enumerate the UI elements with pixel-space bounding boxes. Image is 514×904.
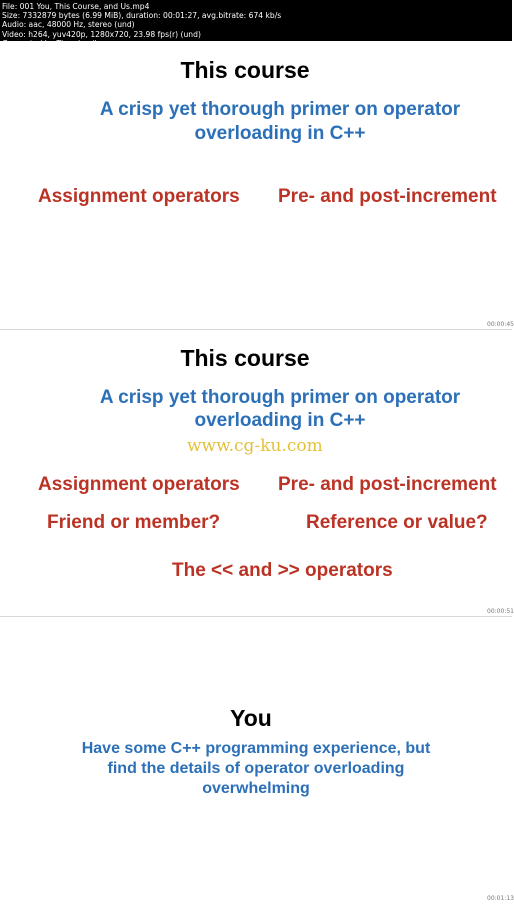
frame1-item-increment: Pre- and post-increment xyxy=(278,186,497,207)
metadata-video-line: Video: h264, yuv420p, 1280x720, 23.98 fps(r) (und) xyxy=(2,29,201,39)
frame2-item-friend: Friend or member? xyxy=(47,512,221,533)
frame2-timestamp: 00:00:51 xyxy=(487,608,514,615)
video-frame-2 xyxy=(0,330,512,616)
frame3-line1: Have some C++ programming experience, but xyxy=(81,740,431,757)
frame3-heading: You xyxy=(230,705,272,731)
frame2-item-reference: Reference or value? xyxy=(306,512,488,533)
watermark-text: www.cg-ku.com xyxy=(187,436,323,456)
frame1-primer-line1: A crisp yet thorough primer on operator xyxy=(99,99,461,120)
frame2-heading: This course xyxy=(180,345,310,371)
frame1-timestamp: 00:00:45 xyxy=(487,321,514,328)
frame2-item-assignment: Assignment operators xyxy=(38,474,240,495)
frame1-primer-line2: overloading in C++ xyxy=(194,123,366,144)
frame3-line3: overwhelming xyxy=(202,780,310,797)
frame1-item-assignment: Assignment operators xyxy=(38,186,240,207)
frame2-item-stream: The << and >> operators xyxy=(172,560,393,581)
frame3-line2: find the details of operator overloading xyxy=(107,760,405,777)
metadata-size-line: Size: 7332879 bytes (6.99 MiB), duration: 00:01:27, avg.bitrate: 674 kb/s xyxy=(2,11,282,21)
frame1-heading: This course xyxy=(180,57,310,83)
metadata-audio-line: Audio: aac, 48000 Hz, stereo (und) xyxy=(2,20,135,30)
metadata-file-line: File: 001 You, This Course, and Us.mp4 xyxy=(2,2,150,11)
frame2-item-increment: Pre- and post-increment xyxy=(278,474,497,495)
frame3-timestamp: 00:01:13 xyxy=(487,895,514,902)
frame2-primer-line2: overloading in C++ xyxy=(194,410,366,431)
video-frame-1 xyxy=(0,41,512,329)
video-frame-3 xyxy=(0,617,512,904)
frame2-primer-line1: A crisp yet thorough primer on operator xyxy=(99,387,461,408)
file-metadata-header xyxy=(0,0,512,41)
